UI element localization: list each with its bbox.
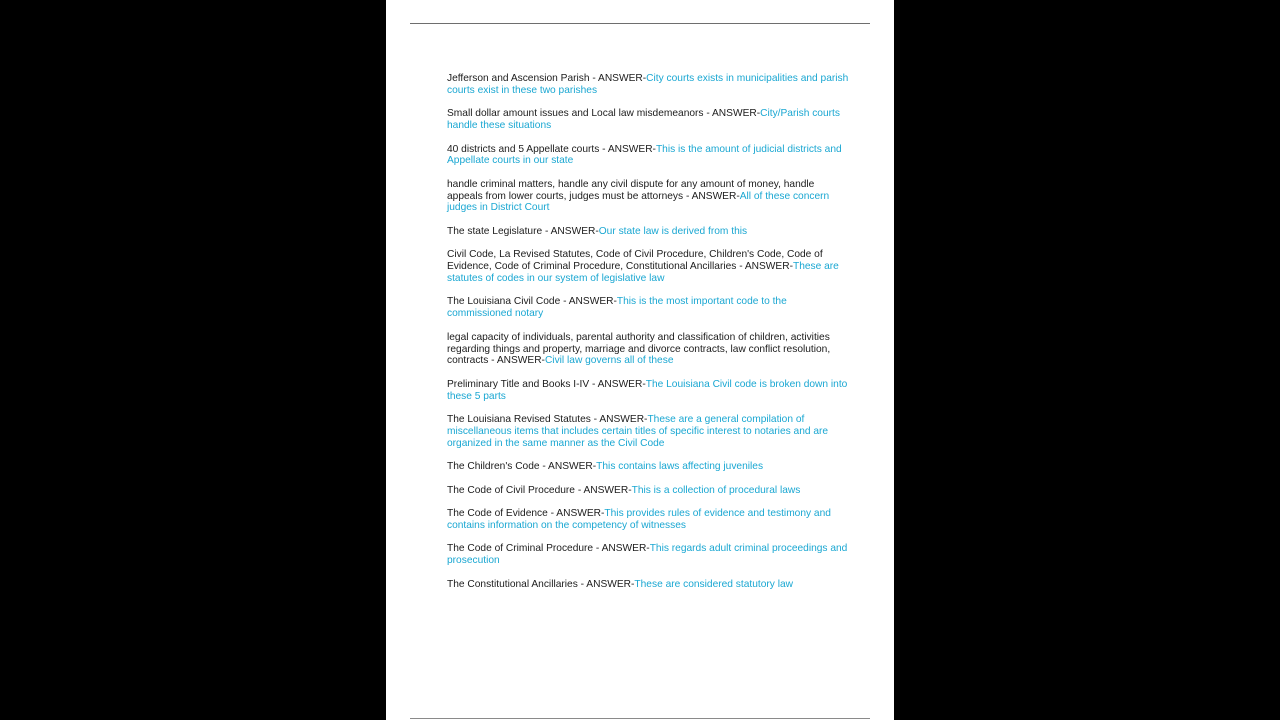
answer-separator: - ANSWER- (547, 508, 605, 520)
answer-separator: - ANSWER- (488, 355, 545, 367)
question-text: The Constitutional Ancillaries (447, 578, 578, 590)
answer-text: This is a collection of procedural laws (631, 484, 801, 496)
answer-text: This regards adult criminal proceedings and prosecution (447, 543, 848, 567)
question-text: Preliminary Title and Books I-IV (447, 378, 590, 390)
qa-entry (447, 414, 849, 449)
qa-entry (447, 485, 849, 497)
question-text: Small dollar amount issues and Local law misdemeanors (447, 108, 704, 120)
answer-separator: - ANSWER- (683, 190, 740, 202)
qa-entry (447, 73, 849, 97)
answer-text: City/Parish courts handle these situations (447, 108, 840, 132)
answer-separator: - ANSWER- (542, 225, 599, 237)
answer-text: These are considered statutory law (634, 578, 793, 590)
question-text: handle criminal matters, handle any civil dispute for any amount of money, handle appeals from lower courts, judges must be attorneys (447, 178, 815, 202)
document-page (386, 0, 894, 720)
question-text: The Code of Criminal Procedure (447, 543, 594, 555)
answer-text: These are statutes of codes in our system of legislative law (447, 261, 839, 284)
question-text: 40 districts and 5 Appellate courts (447, 143, 600, 155)
qa-entry (447, 179, 849, 214)
answer-text: Our state law is derived from this (598, 225, 748, 237)
answer-separator: - ANSWER- (703, 108, 761, 120)
answer-text: City courts exists in municipalities and parish courts exist in these two parishes (447, 73, 849, 96)
answer-separator: - ANSWER- (560, 296, 617, 308)
question-text: The Louisiana Revised Statutes (447, 414, 591, 426)
footer-rule (410, 718, 870, 719)
qa-entry (447, 249, 849, 284)
answer-separator: - ANSWER- (577, 578, 635, 590)
qa-list (447, 73, 849, 602)
answer-separator: - ANSWER- (589, 73, 647, 84)
answer-text: This provides rules of evidence and testimony and contains information on the competency of witnesses (447, 508, 831, 531)
answer-separator: - ANSWER- (589, 378, 646, 390)
question-text: The Louisiana Civil Code (447, 296, 561, 308)
answer-separator: - ANSWER- (574, 484, 632, 496)
answer-text: All of these concern judges in District Court (447, 190, 830, 214)
qa-entry (447, 579, 849, 591)
question-text: Civil Code, La Revised Statutes, Code of Civil Procedure, Children's Code, Code of Evidence, Code of Criminal Procedure, Constitutional Ancillaries (447, 249, 823, 273)
answer-separator: - ANSWER- (590, 414, 648, 426)
answer-text: Civil law governs all of these (544, 355, 674, 367)
answer-separator: - ANSWER- (599, 143, 656, 155)
qa-entry (447, 296, 849, 320)
answer-separator: - ANSWER- (593, 543, 650, 555)
question-text: The Code of Civil Procedure (447, 484, 575, 496)
question-text: The Code of Evidence (447, 508, 548, 520)
qa-entry (447, 108, 849, 132)
qa-entry (447, 543, 849, 567)
question-text: legal capacity of individuals, parental authority and classification of children, activities regarding things and property, marriage and divorce contracts, law conflict resolution, contracts (447, 331, 831, 367)
question-text: Jefferson and Ascension Parish (447, 73, 590, 84)
qa-entry (447, 332, 849, 367)
answer-separator: - ANSWER- (736, 261, 793, 273)
qa-entry (447, 226, 849, 238)
answer-text: These are a general compilation of miscellaneous items that includes certain titles of specific interest to notaries and are organized in the same manner as the Civil Code (447, 414, 829, 449)
qa-entry (447, 461, 849, 473)
qa-entry (447, 144, 849, 168)
answer-text: The Louisiana Civil code is broken down into these 5 parts (447, 378, 848, 402)
header-rule (410, 23, 870, 24)
question-text: The Children's Code (447, 461, 540, 473)
question-text: The state Legislature (447, 225, 543, 237)
answer-text: This contains laws affecting juveniles (596, 461, 764, 473)
answer-text: This is the most important code to the commissioned notary (447, 296, 787, 320)
qa-entry (447, 508, 849, 532)
answer-separator: - ANSWER- (539, 461, 597, 473)
qa-entry (447, 379, 849, 403)
answer-text: This is the amount of judicial districts and Appellate courts in our state (447, 143, 842, 167)
